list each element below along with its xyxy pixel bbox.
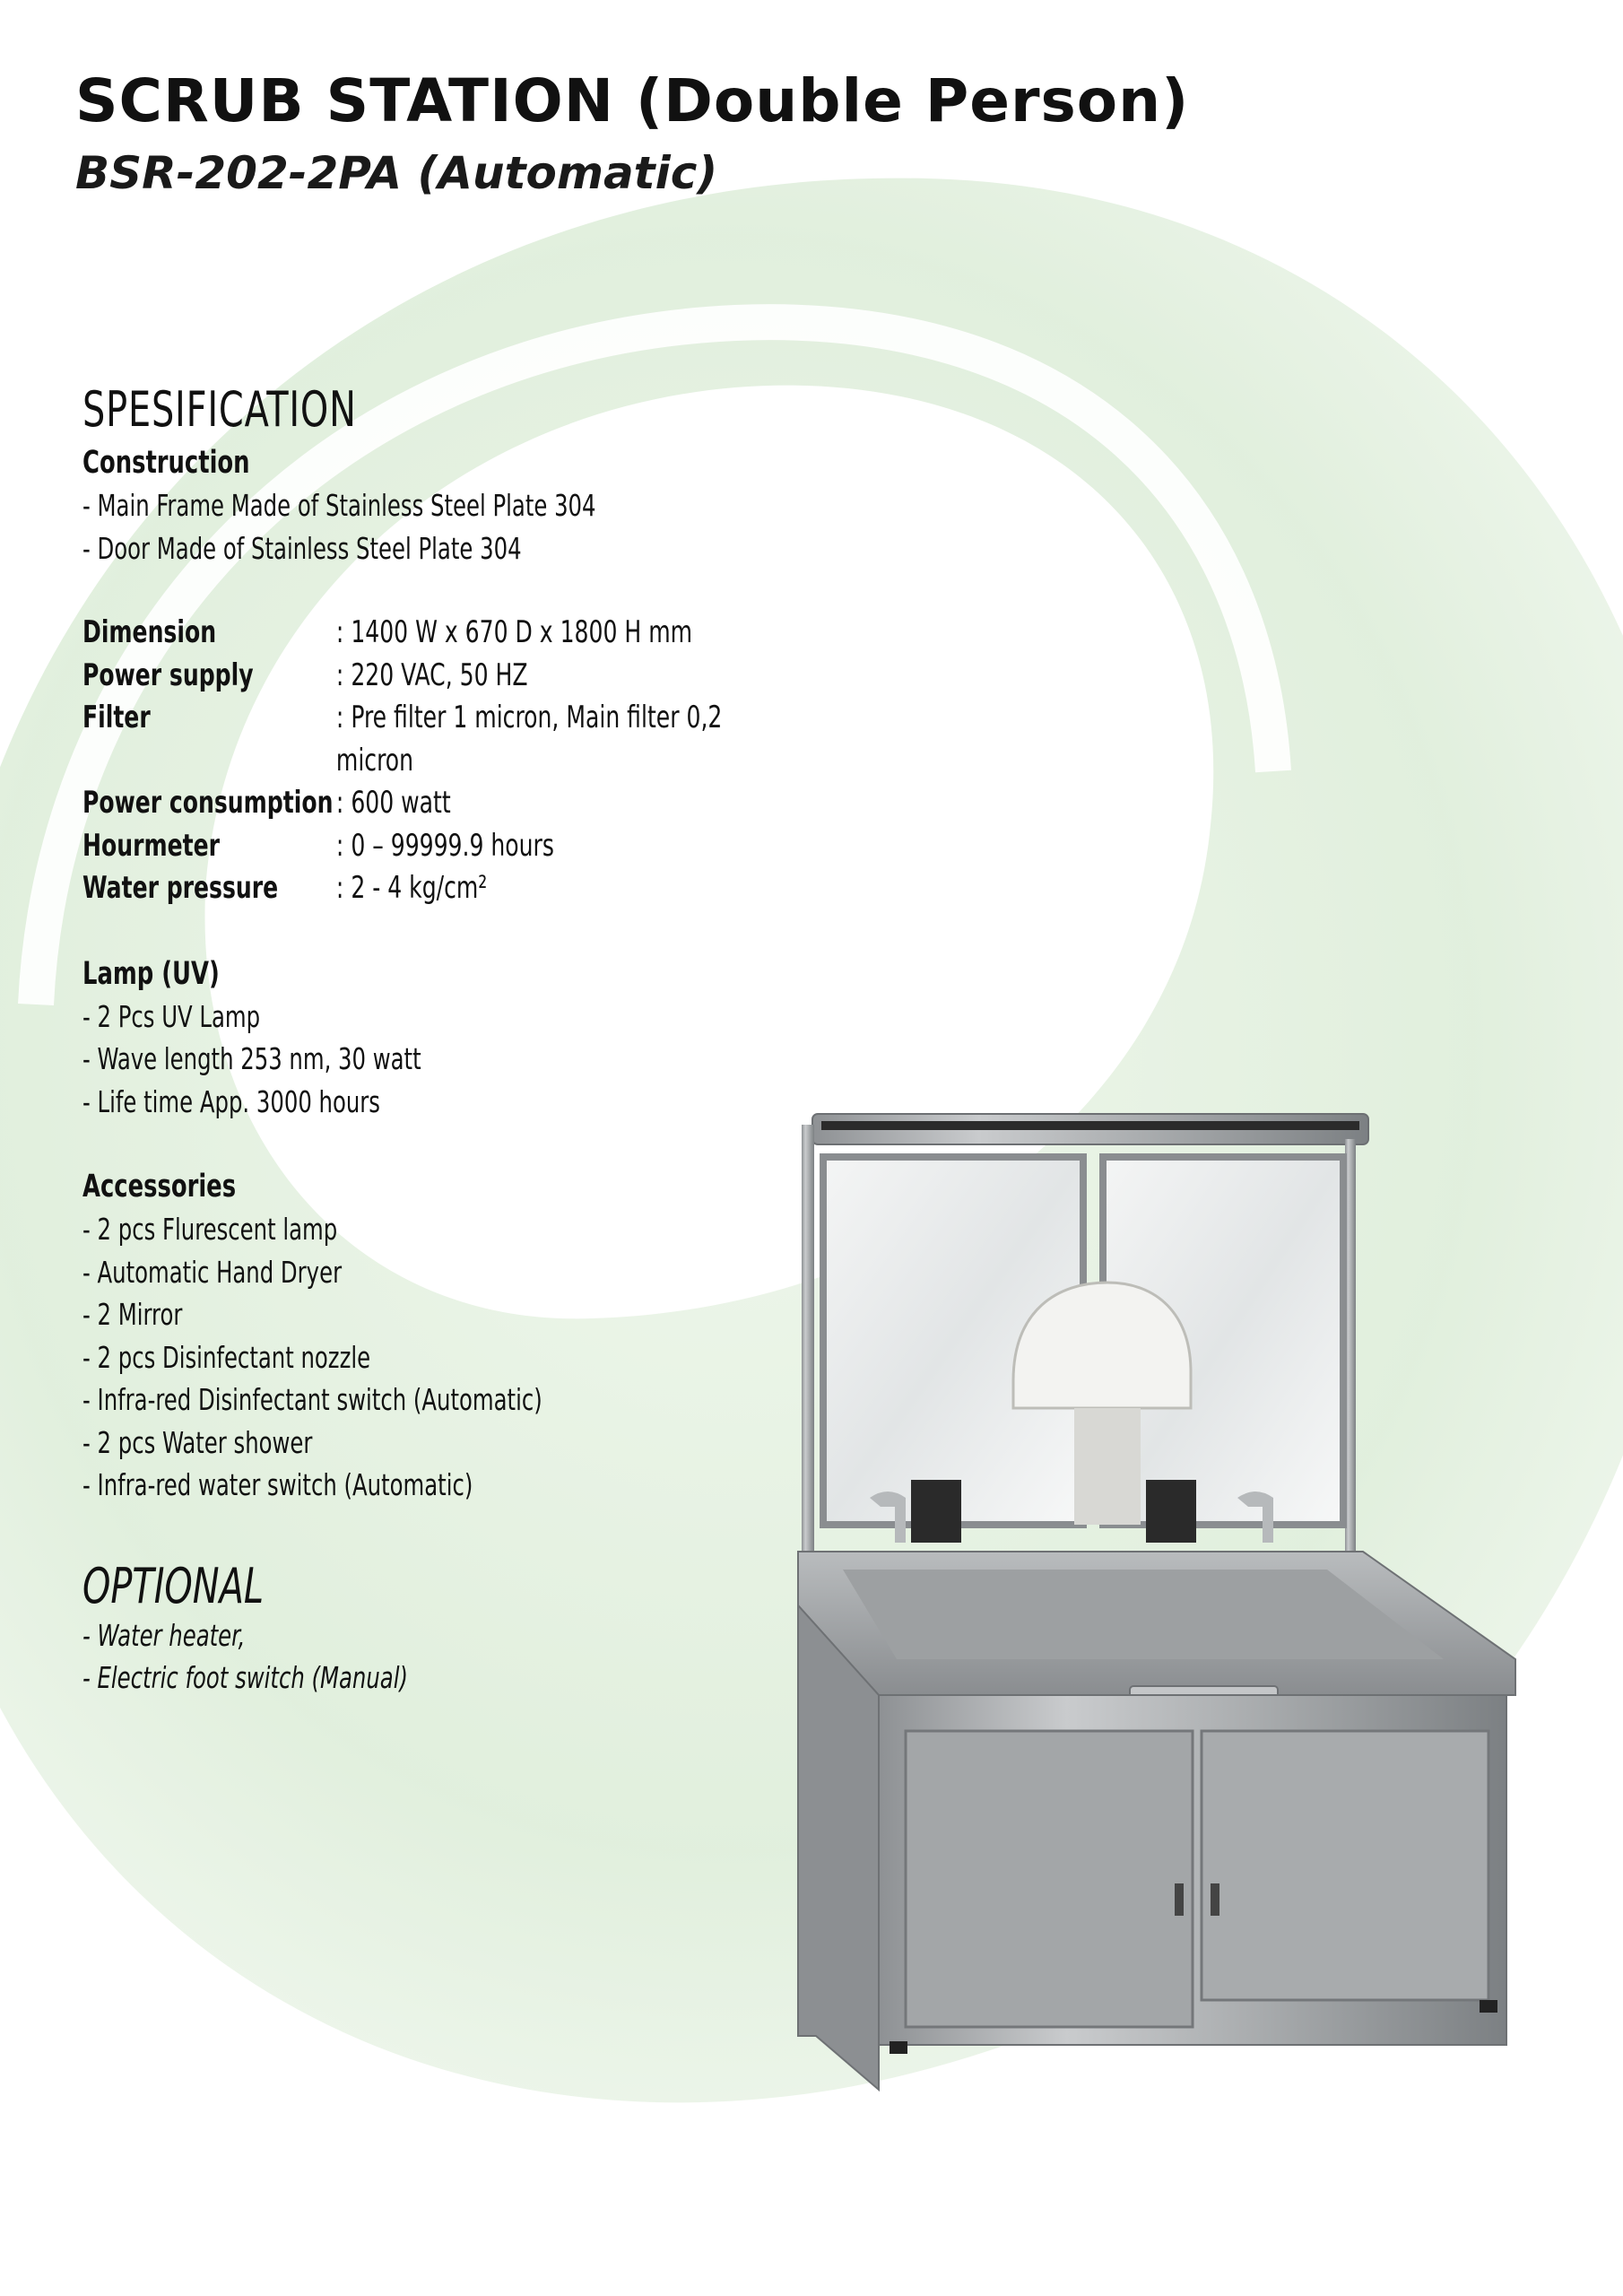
page-title: SCRUB STATION (Double Person)	[75, 66, 1190, 135]
optional-item: - Water heater,	[82, 1617, 246, 1653]
spec-value: : 0 – 99999.9 hours	[335, 827, 554, 864]
spec-label: Dimension	[82, 614, 217, 650]
lamp-item: - Life time App. 3000 hours	[82, 1083, 380, 1119]
accessory-item: - 2 pcs Disinfectant nozzle	[82, 1339, 371, 1375]
accessory-item: - Infra-red water switch (Automatic)	[82, 1467, 473, 1502]
spec-row-hourmeter	[82, 825, 744, 868]
spec-row-water-pressure	[82, 867, 744, 910]
lamp-item: - 2 Pcs UV Lamp	[82, 998, 261, 1034]
optional-heading: OPTIONAL	[82, 1557, 265, 1614]
spec-label: Hourmeter	[82, 827, 221, 864]
accessories-title: Accessories	[82, 1169, 237, 1205]
accessory-item: - 2 Mirror	[82, 1297, 183, 1332]
lamp-item: - Wave length 253 nm, 30 watt	[82, 1041, 421, 1076]
accessory-item: - Infra-red Disinfectant switch (Automatic)	[82, 1382, 542, 1417]
spec-row-power-consumption	[82, 782, 744, 825]
spec-value: : 1400 W x 670 D x 1800 H mm	[335, 614, 693, 650]
optional-item: - Electric foot switch (Manual)	[82, 1660, 408, 1695]
construction-item: - Main Frame Made of Stainless Steel Plate 304	[82, 488, 596, 523]
spec-label: Power supply	[82, 657, 254, 693]
lamp-title: Lamp (UV)	[82, 955, 220, 992]
spec-value: : 220 VAC, 50 HZ	[335, 657, 528, 693]
specification-section	[82, 381, 744, 1700]
accessory-item: - 2 pcs Flurescent lamp	[82, 1212, 338, 1247]
spec-heading: SPESIFICATION	[82, 381, 357, 438]
spec-row-dimension	[82, 612, 744, 655]
spec-row-filter	[82, 697, 744, 782]
spec-label: Water pressure	[82, 870, 279, 906]
construction-title: Construction	[82, 445, 250, 481]
model-subtitle: BSR-202-2PA (Automatic)	[75, 147, 718, 199]
construction-item: - Door Made of Stainless Steel Plate 304	[82, 530, 522, 566]
accessory-item: - 2 pcs Water shower	[82, 1424, 313, 1460]
spec-value: : 2 - 4 kg/cm²	[335, 870, 488, 906]
accessory-item: - Automatic Hand Dryer	[82, 1254, 343, 1290]
spec-row-power-supply	[82, 655, 744, 698]
spec-value: : 600 watt	[335, 785, 451, 821]
spec-label: Filter	[82, 700, 151, 735]
spec-label: Power consumption	[82, 785, 334, 821]
spec-value: : Pre filter 1 micron, Main filter 0,2 micron	[335, 700, 723, 778]
